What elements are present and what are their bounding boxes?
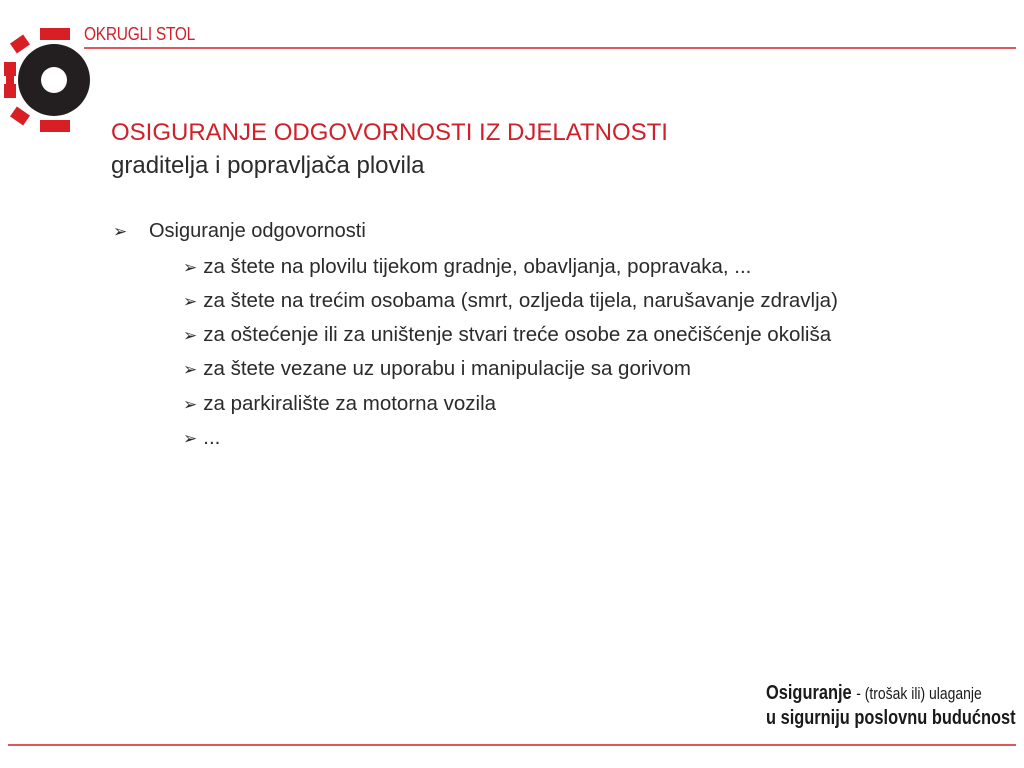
sub-bullet xyxy=(183,255,751,279)
arrow-bullet-icon: ➢ xyxy=(183,360,198,379)
sub-bullet-text: za štete na plovilu tijekom gradnje, obavljanja, popravaka, ... xyxy=(203,255,752,278)
header-divider xyxy=(84,47,1016,49)
arrow-bullet-icon: ➢ xyxy=(183,258,198,277)
brand-name: OKRUGLI STOL xyxy=(84,24,196,44)
arrow-bullet-icon: ➢ xyxy=(183,395,198,414)
main-bullet xyxy=(113,220,366,243)
title-dark-part: graditelja i popravljača plovila xyxy=(111,152,425,179)
footer-tagline xyxy=(766,682,1018,730)
main-bullet-text: Osiguranje odgovornosti xyxy=(149,220,366,242)
tagline-line-1 xyxy=(766,682,982,705)
gear-ring-icon xyxy=(2,26,92,134)
slide-title xyxy=(111,116,731,182)
sub-bullet-text: za štete na trećim osobama (smrt, ozljeda tijela, narušavanje zdravlja) xyxy=(203,289,838,312)
sub-bullet-text: za štete vezane uz uporabu i manipulacije sa gorivom xyxy=(203,357,691,380)
sub-bullet xyxy=(183,289,838,313)
title-red-part: OSIGURANJE ODGOVORNOSTI IZ DJELATNOSTI xyxy=(111,119,668,146)
tagline-bold: Osiguranje xyxy=(766,682,852,704)
tagline-rest: - (trošak ili) ulaganje xyxy=(856,684,982,703)
sub-bullet-text: za oštećenje ili za uništenje stvari treće osobe za onečišćenje okoliša xyxy=(203,323,832,346)
arrow-bullet-icon: ➢ xyxy=(113,222,128,241)
footer-divider xyxy=(8,744,1016,746)
sub-bullet-text: ... xyxy=(203,426,221,449)
sub-bullet xyxy=(183,426,220,450)
arrow-bullet-icon: ➢ xyxy=(183,326,198,345)
sub-bullet xyxy=(183,357,691,381)
tagline-line-2: u sigurniju poslovnu budućnost xyxy=(766,707,1016,729)
sub-bullet xyxy=(183,323,831,347)
arrow-bullet-icon: ➢ xyxy=(183,429,198,448)
sub-bullet xyxy=(183,392,496,416)
sub-bullet-text: za parkiralište za motorna vozila xyxy=(203,392,497,415)
arrow-bullet-icon: ➢ xyxy=(183,292,198,311)
